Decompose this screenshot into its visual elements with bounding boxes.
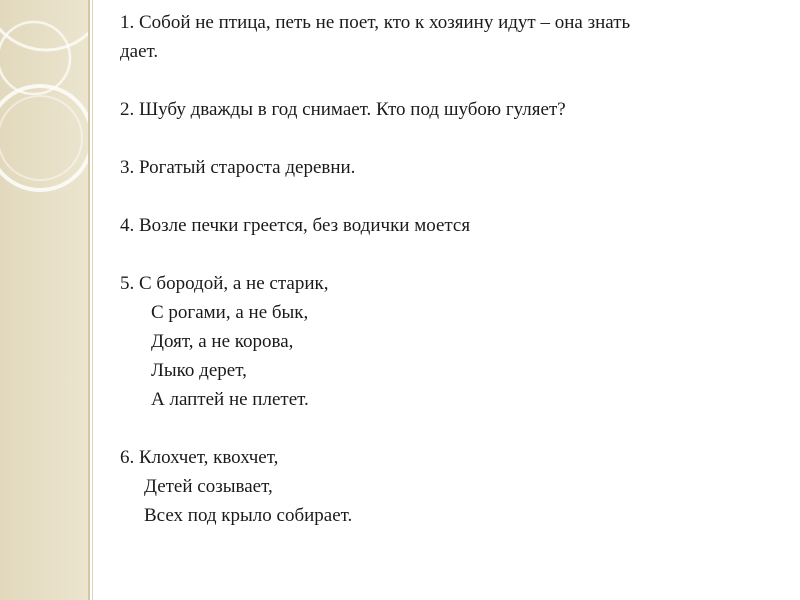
- riddle-3: [120, 153, 780, 182]
- decorative-side-band: [0, 0, 88, 600]
- riddle-5: [120, 269, 780, 414]
- band-divider-line: [88, 0, 90, 600]
- riddle-line: А лаптей не плетет.: [151, 389, 309, 410]
- riddle-2: [120, 95, 780, 124]
- spacer: [120, 124, 780, 153]
- riddle-line: С рогами, а не бык,: [151, 302, 309, 323]
- riddle-line: 2. Шубу дважды в год снимает. Кто под шубою гуляет?: [120, 99, 566, 120]
- riddle-line: Детей созывает,: [144, 476, 273, 497]
- spacer: [120, 240, 780, 269]
- riddle-line: 5. С бородой, а не старик,: [120, 273, 329, 294]
- riddles-text: [120, 8, 780, 530]
- riddle-4: [120, 211, 780, 240]
- riddle-1: [120, 8, 780, 66]
- riddle-6: [120, 443, 780, 530]
- riddle-line: 4. Возле печки греется, без водички моется: [120, 215, 471, 236]
- riddle-line: Лыко дерет,: [151, 360, 247, 381]
- riddle-line: 6. Клохчет, квохчет,: [120, 447, 279, 468]
- band-divider-line-thin: [92, 0, 93, 600]
- riddle-line: 1. Собой не птица, петь не поет, кто к хозяину идут – она знать: [120, 12, 631, 33]
- riddle-line: Всех под крыло собирает.: [144, 505, 353, 526]
- riddle-line: дает.: [120, 41, 159, 62]
- spacer: [120, 182, 780, 211]
- spacer: [120, 66, 780, 95]
- spacer: [120, 414, 780, 443]
- riddle-line: 3. Рогатый староста деревни.: [120, 157, 356, 178]
- riddle-line: Доят, а не корова,: [151, 331, 294, 352]
- decorative-rings-icon: [0, 0, 88, 600]
